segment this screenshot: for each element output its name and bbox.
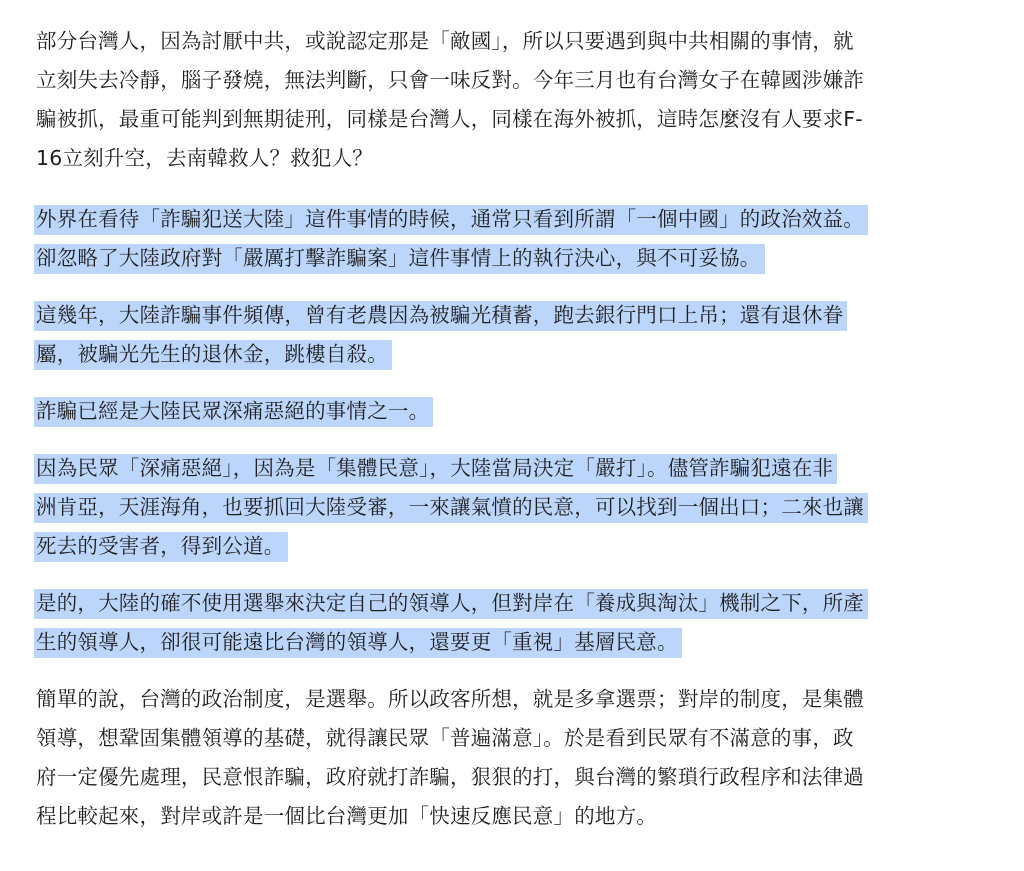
paragraph-6-highlighted[interactable] <box>34 584 946 662</box>
line-text[interactable]: 卻忽略了大陸政府對「嚴厲打擊詐騙案」這件事情上的執行決心，與不可妥協。 <box>34 244 765 274</box>
line-text[interactable]: 生的領導人，卻很可能遠比台灣的領導人，還要更「重視」基層民意。 <box>34 628 682 658</box>
paragraph-4-highlighted[interactable] <box>34 392 946 431</box>
paragraph-7 <box>34 680 946 836</box>
paragraph-line <box>34 719 946 758</box>
line-text[interactable]: 詐騙已經是大陸民眾深痛惡絕的事情之一。 <box>34 397 433 427</box>
line-text: 簡單的說，台灣的政治制度，是選舉。所以政客所想，就是多拿選票；對岸的制度，是集體 <box>36 687 864 711</box>
line-text: 部分台灣人，因為討厭中共，或說認定那是「敵國」，所以只要遇到與中共相關的事情，就 <box>36 29 854 53</box>
paragraph-2-highlighted[interactable] <box>34 200 946 278</box>
line-text: 程比較起來，對岸或許是一個比台灣更加「快速反應民意」的地方。 <box>36 804 657 828</box>
paragraph-line <box>34 623 946 662</box>
paragraph-line <box>34 200 946 239</box>
paragraph-line <box>34 239 946 278</box>
line-text: 府一定優先處理，民意恨詐騙，政府就打詐騙，狠狠的打，與台灣的繁瑣行政程序和法律過 <box>36 765 864 789</box>
line-text[interactable]: 因為民眾「深痛惡絕」，因為是「集體民意」，大陸當局決定「嚴打」。儘管詐騙犯遠在非 <box>34 454 837 484</box>
line-text[interactable]: 洲肯亞，天涯海角，也要抓回大陸受審，一來讓氣憤的民意，可以找到一個出口；二來也讓 <box>34 493 868 523</box>
paragraph-line <box>34 449 946 488</box>
paragraph-5-highlighted[interactable] <box>34 449 946 566</box>
paragraph-line <box>34 335 946 374</box>
paragraph-line <box>34 61 946 100</box>
paragraph-line <box>34 488 946 527</box>
paragraph-line <box>34 139 946 178</box>
paragraph-line <box>34 392 946 431</box>
paragraph-line <box>34 22 946 61</box>
article-body <box>34 22 946 858</box>
line-text: 立刻失去冷靜，腦子發燒，無法判斷，只會一味反對。今年三月也有台灣女子在韓國涉嫌詐 <box>36 68 864 92</box>
paragraph-1 <box>34 22 946 178</box>
paragraph-line <box>34 680 946 719</box>
paragraph-line <box>34 296 946 335</box>
paragraph-line <box>34 100 946 139</box>
line-text[interactable]: 死去的受害者，得到公道。 <box>34 532 288 562</box>
paragraph-line <box>34 527 946 566</box>
line-text[interactable]: 外界在看待「詐騙犯送大陸」這件事情的時候，通常只看到所謂「一個中國」的政治效益。 <box>34 205 868 235</box>
line-text: 領導，想鞏固集體領導的基礎，就得讓民眾「普遍滿意」。於是看到民眾有不滿意的事，政 <box>36 726 854 750</box>
line-text: 16立刻升空，去南韓救人？救犯人？ <box>36 146 373 170</box>
paragraph-line <box>34 758 946 797</box>
line-text[interactable]: 屬，被騙光先生的退休金，跳樓自殺。 <box>34 340 392 370</box>
paragraph-line <box>34 584 946 623</box>
paragraph-3-highlighted[interactable] <box>34 296 946 374</box>
line-text[interactable]: 是的，大陸的確不使用選舉來決定自己的領導人，但對岸在「養成與淘汰」機制之下，所產 <box>34 589 868 619</box>
line-text[interactable]: 這幾年，大陸詐騙事件頻傳，曾有老農因為被騙光積蓄，跑去銀行門口上吊；還有退休眷 <box>34 301 847 331</box>
paragraph-line <box>34 797 946 836</box>
line-text: 騙被抓，最重可能判到無期徒刑，同樣是台灣人，同樣在海外被抓，這時怎麼沒有人要求F- <box>36 107 863 131</box>
